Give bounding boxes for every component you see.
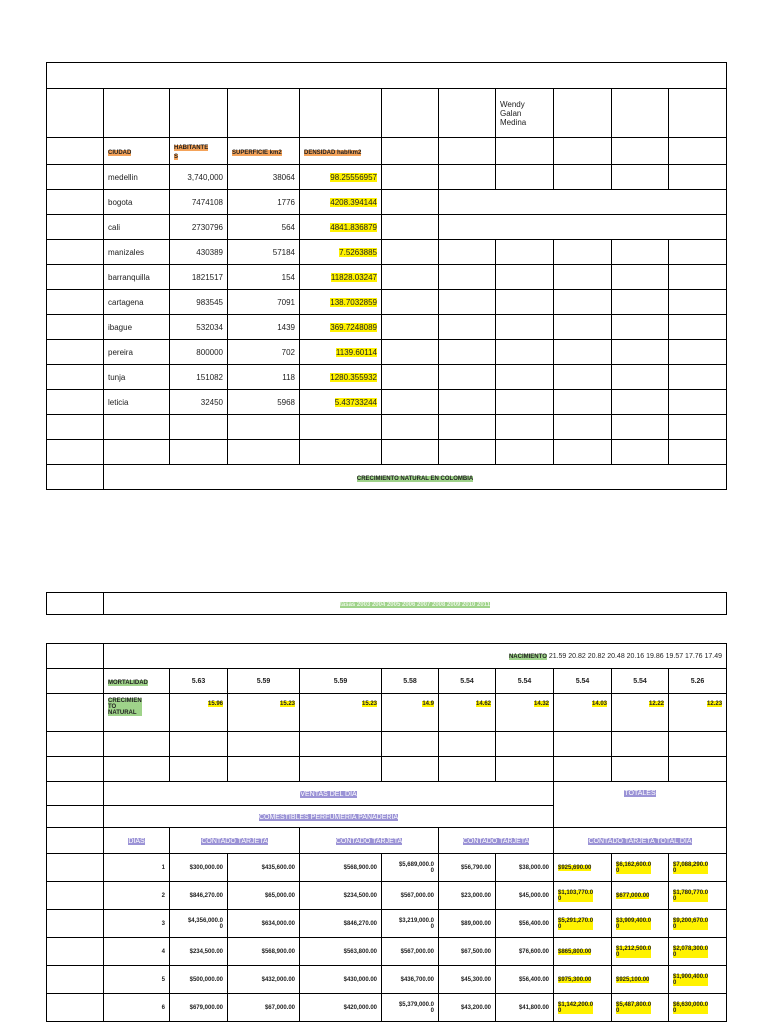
sale-value: $65,000.00: [228, 882, 300, 910]
sale-value: $430,000.00: [300, 966, 382, 994]
sale-value: $436,700.00: [382, 966, 439, 994]
sale-value: $420,000.00: [300, 994, 382, 1022]
tasas-years: tasas 2003 2004 2005 2006 2007 2008 2009 2010 2011: [339, 602, 491, 608]
total-value: $925,100.00: [616, 976, 650, 983]
header-ciudad: CIUDAD: [108, 149, 132, 156]
mortalidad-value: 5.59: [300, 669, 382, 694]
sale-value: $846,270.00: [300, 910, 382, 938]
city-area: 5968: [228, 390, 300, 415]
ventas-rows: [47, 854, 727, 1022]
day-number: 5: [104, 966, 170, 994]
comestibles-header: CONTADO TARJETA: [201, 838, 268, 845]
city-name: pereira: [104, 340, 170, 365]
city-name: ibague: [104, 315, 170, 340]
sale-value: $567,000.00: [382, 938, 439, 966]
day-number: 3: [104, 910, 170, 938]
total-value: $1,212,500.0 0: [616, 945, 652, 958]
city-row: [47, 215, 727, 240]
sale-value: $56,400.00: [496, 966, 554, 994]
mortalidad-value: 5.59: [228, 669, 300, 694]
city-area: 564: [228, 215, 300, 240]
city-area: 118: [228, 365, 300, 390]
city-area: 1439: [228, 315, 300, 340]
city-density: 369.7248089: [330, 322, 377, 332]
city-row: [47, 165, 727, 190]
city-name: tunja: [104, 365, 170, 390]
city-name: cali: [104, 215, 170, 240]
ventas-del-dia-title: VENTAS DEL DIA: [300, 791, 357, 798]
total-value: $9,200,670.0 0: [673, 917, 709, 930]
perfumeria-header: CONTADO TARJETA: [335, 838, 403, 845]
header-densidad: DENSIDAD hab/km2: [304, 149, 362, 156]
city-name: manizales: [104, 240, 170, 265]
city-population: 32450: [170, 390, 228, 415]
day-number: 1: [104, 854, 170, 882]
city-name: leticia: [104, 390, 170, 415]
sale-value: $634,000.00: [228, 910, 300, 938]
sale-value: $38,000.00: [496, 854, 554, 882]
sale-value: $846,270.00: [170, 882, 228, 910]
sale-value: $568,900.00: [228, 938, 300, 966]
city-density: 1139.60114: [335, 347, 377, 357]
crecimiento-value: 12.22: [648, 701, 664, 707]
sale-value: $435,600.00: [228, 854, 300, 882]
ventas-table: [46, 643, 727, 1022]
crecimiento-value: 14.62: [475, 701, 491, 707]
sale-value: $41,800.00: [496, 994, 554, 1022]
panaderia-header: CONTADO TARJETA: [462, 838, 530, 845]
city-population: 3,740,000: [170, 165, 228, 190]
sale-value: $3,219,000.0 0: [382, 910, 439, 938]
author-name: Wendy Galan Medina: [496, 89, 554, 138]
city-area: 702: [228, 340, 300, 365]
ventas-row: [47, 966, 727, 994]
sale-value: $5,689,000.0 0: [382, 854, 439, 882]
day-number: 4: [104, 938, 170, 966]
sale-value: $76,600.00: [496, 938, 554, 966]
crecimiento-value: 15.23: [279, 701, 295, 707]
sale-value: $56,400.00: [496, 910, 554, 938]
totales-header: CONTADO TARJETA TOTAL DIA: [588, 838, 692, 845]
city-name: cartagena: [104, 290, 170, 315]
total-value: $1,900,400.0 0: [673, 973, 709, 986]
city-row: [47, 190, 727, 215]
city-density: 98.25556957: [330, 172, 377, 182]
sale-value: $45,000.00: [496, 882, 554, 910]
city-population: 532034: [170, 315, 228, 340]
sale-value: $67,000.00: [228, 994, 300, 1022]
city-name: medellin: [104, 165, 170, 190]
ventas-row: [47, 938, 727, 966]
city-density: 11828.03247: [330, 272, 377, 282]
city-area: 7091: [228, 290, 300, 315]
city-population: 430389: [170, 240, 228, 265]
nacimiento-label: NACIMIENTO: [508, 653, 547, 660]
city-row: [47, 290, 727, 315]
city-row: [47, 240, 727, 265]
ventas-row: [47, 910, 727, 938]
sale-value: $43,200.00: [439, 994, 496, 1022]
city-population: 7474108: [170, 190, 228, 215]
mortalidad-value: 5.54: [496, 669, 554, 694]
city-density-table: [46, 62, 727, 490]
city-density: 4841.836879: [330, 222, 377, 232]
total-value: $1,780,770.0 0: [673, 889, 709, 902]
mortalidad-value: 5.54: [612, 669, 669, 694]
dias-header: DIAS: [128, 838, 145, 845]
city-row: [47, 390, 727, 415]
total-value: $7,088,290.0 0: [673, 861, 709, 874]
sale-value: $67,500.00: [439, 938, 496, 966]
sale-value: $4,356,000.0 0: [170, 910, 228, 938]
city-area: 57184: [228, 240, 300, 265]
total-value: $3,909,400.0 0: [616, 917, 652, 930]
sale-value: $679,000.00: [170, 994, 228, 1022]
categorias-title: COMESTIBLES PERFUMERIA PANADERIA: [258, 814, 399, 821]
crecimiento-value: 14.32: [533, 701, 549, 707]
city-name: bogota: [104, 190, 170, 215]
total-value: $6,162,600.0 0: [616, 861, 652, 874]
sale-value: $234,500.00: [170, 938, 228, 966]
day-number: 6: [104, 994, 170, 1022]
crecimiento-value: 15.23: [361, 701, 377, 707]
total-value: $6,630,000.0 0: [673, 1001, 709, 1014]
total-value: $865,800.00: [558, 948, 592, 955]
sale-value: $563,800.00: [300, 938, 382, 966]
city-row: [47, 315, 727, 340]
city-density: 4208.394144: [330, 197, 377, 207]
header-superficie: SUPERFICIE km2: [232, 149, 282, 156]
city-density: 7.5263885: [339, 247, 377, 257]
city-density: 1280.355932: [330, 372, 377, 382]
mortalidad-value: 5.63: [170, 669, 228, 694]
mortalidad-value: 5.58: [382, 669, 439, 694]
sale-value: $500,000.00: [170, 966, 228, 994]
nacimiento-values: 21.59 20.82 20.82 20.48 20.16 19.86 19.57 17.76 17.49: [548, 652, 723, 660]
mortalidad-label: MORTALIDAD: [108, 679, 148, 686]
city-population: 983545: [170, 290, 228, 315]
total-value: $5,291,270.0 0: [558, 917, 594, 930]
sale-value: $234,500.00: [300, 882, 382, 910]
sale-value: $89,000.00: [439, 910, 496, 938]
total-value: $677,000.00: [616, 892, 650, 899]
city-density: 138.7032859: [330, 297, 377, 307]
city-row: [47, 340, 727, 365]
sale-value: $568,900.00: [300, 854, 382, 882]
ventas-row: [47, 882, 727, 910]
sale-value: $567,000.00: [382, 882, 439, 910]
city-area: 1776: [228, 190, 300, 215]
city-area: 154: [228, 265, 300, 290]
header-habitantes: HABITANTE S: [174, 145, 209, 160]
city-population: 800000: [170, 340, 228, 365]
crecimiento-value: 14.9: [422, 701, 434, 707]
ventas-row: [47, 994, 727, 1022]
city-rows: [47, 165, 727, 415]
crecimiento-value: 14.03: [591, 701, 607, 707]
mortalidad-value: 5.54: [554, 669, 612, 694]
blank-title-row: [47, 63, 727, 89]
city-population: 2730796: [170, 215, 228, 240]
total-value: $925,690.00: [558, 864, 592, 871]
city-density: 5.43733244: [334, 397, 377, 407]
totales-title: TOTALES: [624, 790, 656, 797]
total-value: $975,300.00: [558, 976, 592, 983]
city-row: [47, 265, 727, 290]
day-number: 2: [104, 882, 170, 910]
total-value: $1,103,770.0 0: [558, 889, 594, 902]
total-value: $5,487,800.0 0: [616, 1001, 652, 1014]
crecimiento-label: CRECIMIEN TO NATURAL: [108, 698, 142, 716]
city-name: barranquilla: [104, 265, 170, 290]
sale-value: $300,000.00: [170, 854, 228, 882]
sale-value: $432,000.00: [228, 966, 300, 994]
crecimiento-value: 15.96: [207, 701, 223, 707]
total-value: $2,078,300.0 0: [673, 945, 709, 958]
sale-value: $23,000.00: [439, 882, 496, 910]
city-area: 38064: [228, 165, 300, 190]
sale-value: $45,300.00: [439, 966, 496, 994]
crecimiento-value: 12.23: [707, 701, 723, 707]
city-row: [47, 365, 727, 390]
mortalidad-value: 5.26: [669, 669, 727, 694]
sale-value: $56,790.00: [439, 854, 496, 882]
city-population: 151082: [170, 365, 228, 390]
tasas-table: [46, 592, 727, 615]
sale-value: $5,379,000.0 0: [382, 994, 439, 1022]
city-population: 1821517: [170, 265, 228, 290]
mortalidad-value: 5.54: [439, 669, 496, 694]
total-value: $1,142,200.0 0: [558, 1001, 594, 1014]
ventas-row: [47, 854, 727, 882]
crecimiento-title: CRECIMIENTO NATURAL EN COLOMBIA: [356, 475, 474, 482]
